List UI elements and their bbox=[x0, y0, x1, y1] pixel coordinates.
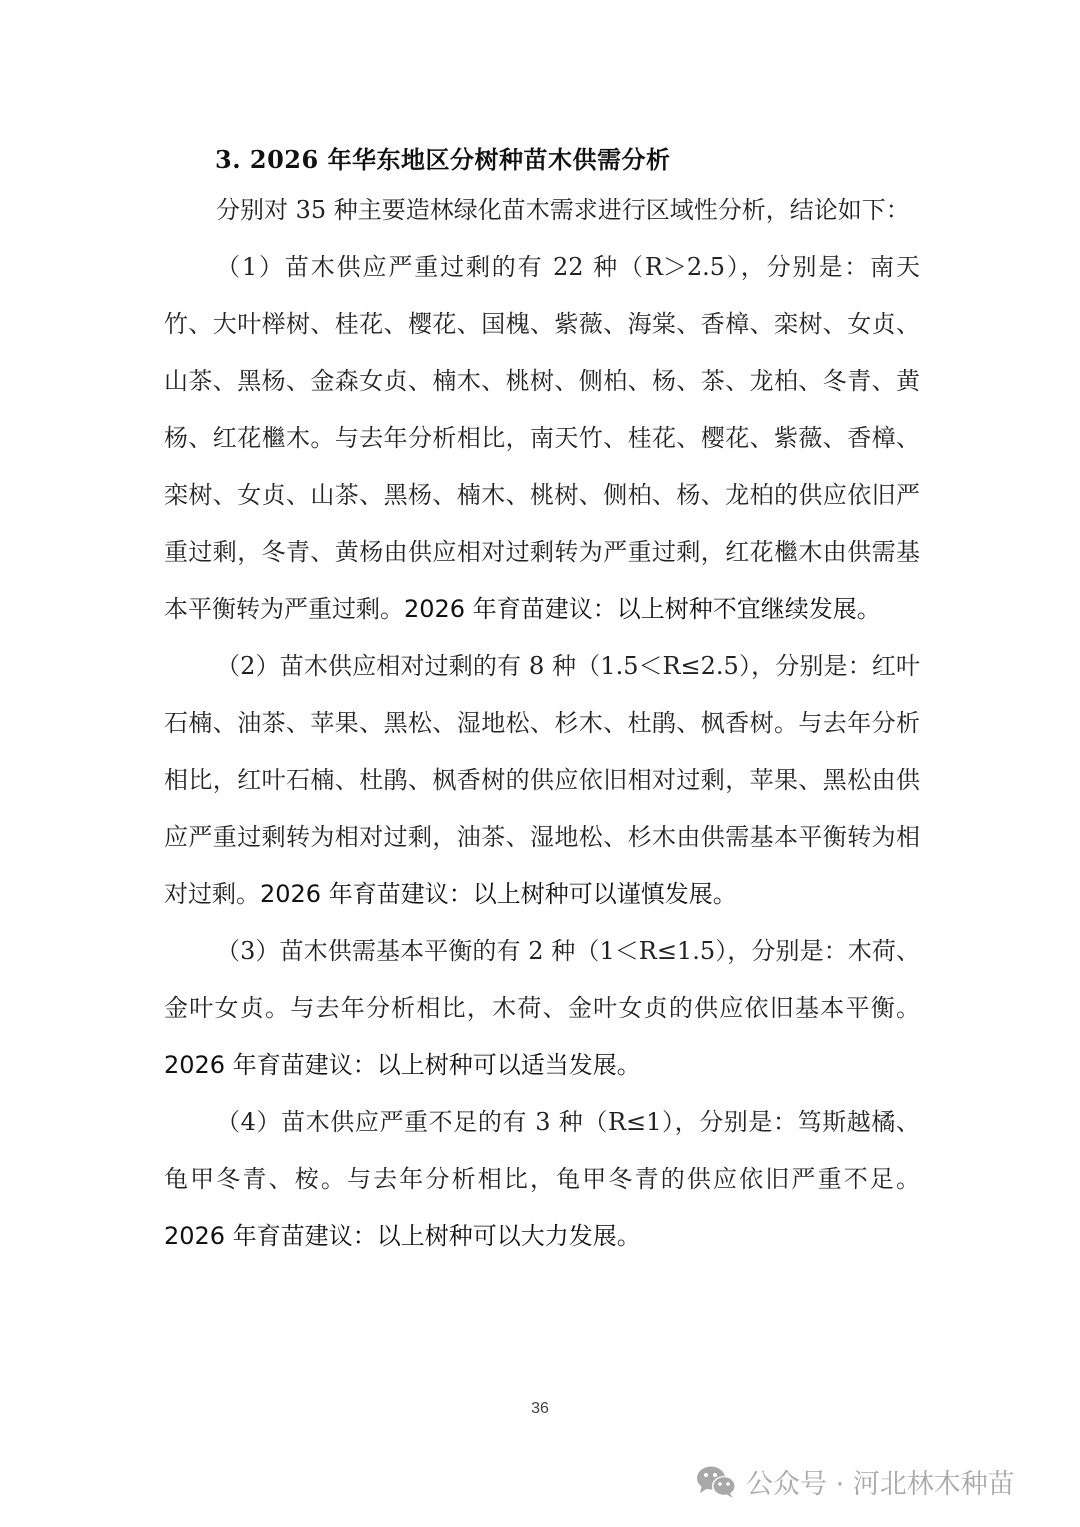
paragraph-text: （4）苗木供应严重不足的有 3 种（R≤1），分别是：笃斯越橘、龟甲冬青、桉。与去年分析相比，龟甲冬青的供应依旧严重不足。 bbox=[164, 1108, 920, 1193]
advice-text: 2026 年育苗建议：以上树种可以谨慎发展。 bbox=[260, 880, 737, 908]
intro-paragraph: 分别对 35 种主要造林绿化苗木需求进行区域性分析，结论如下： bbox=[216, 196, 910, 224]
paragraph-text: （3）苗木供需基本平衡的有 2 种（1＜R≤1.5），分别是：木荷、金叶女贞。与去年分析相比，木荷、金叶女贞的供应依旧基本平衡。 bbox=[164, 937, 920, 1022]
paragraph-severe-shortage bbox=[164, 1094, 920, 1265]
watermark bbox=[696, 1462, 1015, 1501]
advice-text: 2026 年育苗建议：以上树种不宜继续发展。 bbox=[404, 595, 881, 623]
paragraph-text: （1）苗木供应严重过剩的有 22 种（R＞2.5），分别是：南天竹、大叶榉树、桂花、樱花、国槐、紫薇、海棠、香樟、栾树、女贞、山茶、黑杨、金森女贞、楠木、桃树、侧柏、杨、茶、龙柏、冬青、黄杨、红花檵木。与去年分析相比，南天竹、桂花、樱花、紫薇、香樟、栾树、女贞、山茶、黑杨、楠木、桃树、侧柏、杨、龙柏的供应依旧严重过剩，冬青、黄杨由供应相对过剩转为严重过剩，红花檵木由供需基本平衡转为严重过剩。 bbox=[164, 253, 920, 623]
paragraph-text: （2）苗木供应相对过剩的有 8 种（1.5＜R≤2.5），分别是：红叶石楠、油茶、苹果、黑松、湿地松、杉木、杜鹃、枫香树。与去年分析相比，红叶石楠、杜鹃、枫香树的供应依旧相对过剩，苹果、黑松由供应严重过剩转为相对过剩，油茶、湿地松、杉木由供需基本平衡转为相对过剩。 bbox=[164, 652, 920, 908]
wechat-icon bbox=[696, 1465, 738, 1499]
section-heading: 3. 2026 年华东地区分树种苗木供需分析 bbox=[215, 145, 671, 174]
paragraph-relative-surplus bbox=[164, 638, 920, 923]
paragraph-balanced bbox=[164, 923, 920, 1094]
page-number: 36 bbox=[531, 1400, 549, 1417]
advice-text: 2026 年育苗建议：以上树种可以大力发展。 bbox=[164, 1222, 641, 1250]
advice-text: 2026 年育苗建议：以上树种可以适当发展。 bbox=[164, 1051, 641, 1079]
watermark-text: 公众号 · 河北林木种苗 bbox=[746, 1469, 1015, 1500]
paragraph-severe-surplus bbox=[164, 239, 920, 638]
body-text bbox=[164, 182, 920, 1265]
